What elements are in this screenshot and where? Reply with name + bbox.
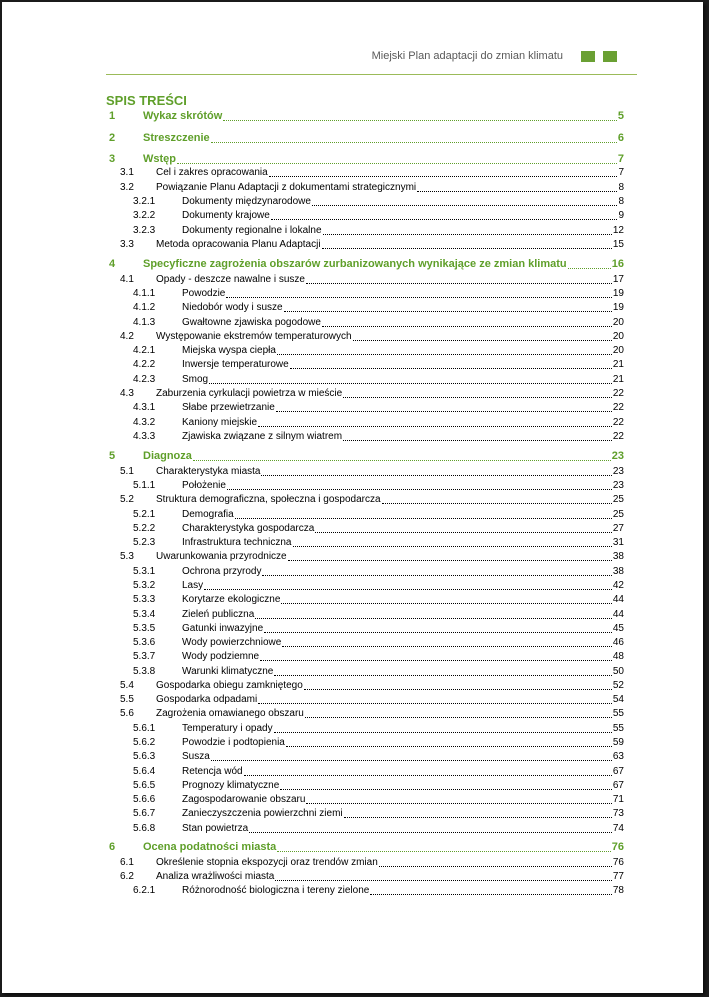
toc-dot-leader	[306, 803, 611, 804]
toc-dot-leader	[227, 489, 612, 490]
toc-entry-number: 4.3.1	[133, 402, 156, 413]
toc-dot-leader	[276, 411, 612, 412]
toc-dot-leader	[343, 397, 612, 398]
toc-entry-title: Charakterystyka gospodarcza	[182, 523, 315, 534]
toc-entry[interactable]	[109, 110, 624, 124]
toc-entry-page: 50	[612, 666, 624, 677]
toc-entry-number: 4.2.3	[133, 374, 156, 385]
toc-dot-leader	[293, 546, 612, 547]
toc-dot-leader	[277, 851, 610, 852]
toc-entry-number: 4.1.3	[133, 317, 156, 328]
toc-entry-title: Wody powierzchniowe	[182, 637, 282, 648]
toc-dot-leader	[281, 603, 611, 604]
toc-entry[interactable]	[109, 450, 624, 464]
toc-entry[interactable]	[120, 182, 624, 195]
toc-dot-leader	[288, 560, 612, 561]
toc-entry-title: Diagnoza	[143, 450, 192, 462]
toc-dot-leader	[417, 191, 617, 192]
toc-entry-page: 74	[612, 823, 624, 834]
toc-entry-page: 21	[612, 359, 624, 370]
toc-entry[interactable]	[133, 737, 624, 750]
toc-entry-number: 5.6.7	[133, 808, 156, 819]
toc-entry-number: 5.2.3	[133, 537, 156, 548]
toc-entry-page: 78	[612, 885, 624, 896]
toc-entry[interactable]	[133, 537, 624, 550]
toc-entry-number: 3.2.3	[133, 225, 156, 236]
toc-entry-number: 4.1.1	[133, 288, 156, 299]
toc-entry-page: 8	[618, 196, 624, 207]
toc-entry-number: 3.2	[120, 182, 134, 193]
toc-entry[interactable]	[133, 431, 624, 444]
toc-entry[interactable]	[133, 666, 624, 679]
toc-entry-page: 48	[612, 651, 624, 662]
toc-entry[interactable]	[133, 359, 624, 372]
toc-entry-title: Różnorodność biologiczna i tereny zielone	[182, 885, 370, 896]
toc-entry-number: 4	[109, 258, 116, 270]
toc-dot-leader	[379, 866, 612, 867]
toc-dot-leader	[282, 646, 612, 647]
toc-entry[interactable]	[133, 609, 624, 622]
toc-entry-title: Kaniony miejskie	[182, 417, 258, 428]
toc-dot-leader	[353, 340, 612, 341]
toc-entry-title: Infrastruktura techniczna	[182, 537, 292, 548]
toc-entry-number: 5.3.1	[133, 566, 156, 577]
toc-entry-page: 6	[617, 132, 624, 144]
toc-entry-number: 5.6.4	[133, 766, 156, 777]
toc-entry-title: Zagospodarowanie obszaru	[182, 794, 306, 805]
toc-entry-title: Niedobór wody i susze	[182, 302, 283, 313]
toc-entry-title: Stan powietrza	[182, 823, 249, 834]
toc-entry[interactable]	[133, 225, 624, 238]
toc-entry[interactable]	[133, 288, 624, 301]
toc-entry[interactable]	[120, 708, 624, 721]
document-page	[2, 2, 703, 993]
toc-entry[interactable]	[120, 680, 624, 693]
toc-entry-title: Cel i zakres opracowania	[156, 167, 268, 178]
toc-entry-title: Charakterystyka miasta	[156, 466, 261, 477]
toc-entry[interactable]	[133, 374, 624, 387]
toc-entry-title: Retencja wód	[182, 766, 243, 777]
toc-entry-number: 5.3.6	[133, 637, 156, 648]
toc-entry-number: 6	[109, 841, 116, 853]
toc-entry-page: 20	[612, 317, 624, 328]
toc-entry-number: 5.6.2	[133, 737, 156, 748]
toc-entry-page: 12	[612, 225, 624, 236]
toc-entry-number: 6.1	[120, 857, 134, 868]
toc-dot-leader	[262, 575, 611, 576]
toc-entry[interactable]	[109, 153, 624, 167]
toc-dot-leader	[274, 732, 612, 733]
toc-entry-page: 7	[617, 153, 624, 165]
toc-entry-title: Dokumenty krajowe	[182, 210, 270, 221]
toc-dot-leader	[277, 354, 612, 355]
toc-entry-number: 5.2.2	[133, 523, 156, 534]
toc-dot-leader	[211, 142, 617, 143]
toc-entry-title: Susza	[182, 751, 210, 762]
toc-entry[interactable]	[133, 523, 624, 536]
toc-entry-title: Inwersje temperaturowe	[182, 359, 289, 370]
toc-dot-leader	[286, 746, 612, 747]
toc-entry[interactable]	[120, 239, 624, 252]
toc-entry-page: 15	[612, 239, 624, 250]
toc-entry-title: Ochrona przyrody	[182, 566, 262, 577]
toc-entry[interactable]	[133, 651, 624, 664]
toc-entry-number: 4.3	[120, 388, 134, 399]
toc-entry-page: 77	[612, 871, 624, 882]
toc-entry-page: 27	[612, 523, 624, 534]
toc-dot-leader	[322, 326, 612, 327]
toc-entry-page: 59	[612, 737, 624, 748]
toc-dot-leader	[211, 760, 612, 761]
toc-entry-number: 5.1.1	[133, 480, 156, 491]
toc-entry-number: 5.3	[120, 551, 134, 562]
toc-entry-number: 5.3.5	[133, 623, 156, 634]
toc-entry-number: 4.2.2	[133, 359, 156, 370]
toc-dot-leader	[275, 880, 612, 881]
toc-entry-title: Zieleń publiczna	[182, 609, 255, 620]
toc-entry-title: Zjawiska związane z silnym wiatrem	[182, 431, 343, 442]
toc-entry-title: Miejska wyspa ciepła	[182, 345, 276, 356]
toc-entry-page: 9	[618, 210, 624, 221]
toc-entry-number: 2	[109, 132, 116, 144]
toc-entry-title: Lasy	[182, 580, 204, 591]
toc-dot-leader	[255, 618, 612, 619]
toc-entry-number: 5	[109, 450, 116, 462]
toc-entry-title: Słabe przewietrzanie	[182, 402, 275, 413]
toc-entry-number: 3.2.1	[133, 196, 156, 207]
toc-entry-title: Zanieczyszczenia powierzchni ziemi	[182, 808, 343, 819]
toc-entry-page: 76	[612, 857, 624, 868]
toc-entry[interactable]	[133, 302, 624, 315]
toc-entry-page: 55	[612, 723, 624, 734]
toc-entry[interactable]	[133, 723, 624, 736]
toc-entry-page: 5	[617, 110, 624, 122]
toc-entry[interactable]	[133, 594, 624, 607]
toc-entry[interactable]	[133, 623, 624, 636]
toc-entry-page: 55	[612, 708, 624, 719]
toc-entry-page: 63	[612, 751, 624, 762]
toc-entry-title: Wody podziemne	[182, 651, 260, 662]
toc-entry-title: Zagrożenia omawianego obszaru	[156, 708, 304, 719]
toc-entry[interactable]	[133, 402, 624, 415]
toc-entry-number: 5.3.2	[133, 580, 156, 591]
toc-entry-page: 52	[612, 680, 624, 691]
toc-entry[interactable]	[133, 808, 624, 821]
toc-entry-page: 45	[612, 623, 624, 634]
toc-entry[interactable]	[133, 780, 624, 793]
toc-entry[interactable]	[133, 885, 624, 898]
toc-entry[interactable]	[120, 388, 624, 401]
toc-entry[interactable]	[133, 417, 624, 430]
toc-dot-leader	[258, 703, 612, 704]
toc-entry-title: Ocena podatności miasta	[143, 841, 277, 853]
toc-dot-leader	[284, 311, 612, 312]
toc-entry-title: Powodzie	[182, 288, 226, 299]
toc-entry-title: Opady - deszcze nawalne i susze	[156, 274, 305, 285]
toc-entry-number: 5.3.3	[133, 594, 156, 605]
toc-entry-number: 4.2	[120, 331, 134, 342]
toc-entry-number: 3.1	[120, 167, 134, 178]
toc-entry-title: Gospodarka odpadami	[156, 694, 258, 705]
toc-dot-leader	[223, 120, 617, 121]
toc-entry-title: Korytarze ekologiczne	[182, 594, 281, 605]
toc-entry-page: 38	[612, 551, 624, 562]
toc-entry-number: 5.6.8	[133, 823, 156, 834]
toc-entry-title: Prognozy klimatyczne	[182, 780, 280, 791]
toc-entry[interactable]	[133, 345, 624, 358]
toc-entry-page: 21	[612, 374, 624, 385]
toc-entry[interactable]	[120, 694, 624, 707]
toc-dot-leader	[323, 234, 612, 235]
toc-entry-number: 5.2	[120, 494, 134, 505]
toc-entry[interactable]	[109, 132, 624, 146]
toc-dot-leader	[290, 368, 612, 369]
toc-entry-number: 1	[109, 110, 116, 122]
toc-entry-number: 5.6.5	[133, 780, 156, 791]
toc-entry-number: 4.1	[120, 274, 134, 285]
toc-entry-title: Streszczenie	[143, 132, 210, 144]
toc-dot-leader	[304, 689, 612, 690]
toc-entry[interactable]	[120, 857, 624, 870]
toc-entry-page: 22	[612, 417, 624, 428]
toc-dot-leader	[258, 426, 612, 427]
toc-entry-title: Analiza wrażliwości miasta	[156, 871, 275, 882]
toc-entry-title: Gospodarka obiegu zamkniętego	[156, 680, 303, 691]
toc-dot-leader	[235, 518, 612, 519]
toc-entry[interactable]	[109, 841, 624, 855]
toc-entry-page: 23	[612, 466, 624, 477]
toc-entry-number: 3.3	[120, 239, 134, 250]
toc-entry-title: Położenie	[182, 480, 226, 491]
toc-entry-title: Określenie stopnia ekspozycji oraz trendów zmian	[156, 857, 378, 868]
toc-dot-leader	[280, 789, 612, 790]
toc-entry-page: 17	[612, 274, 624, 285]
toc-entry-title: Metoda opracowania Planu Adaptacji	[156, 239, 321, 250]
toc-entry-number: 3.2.2	[133, 210, 156, 221]
toc-dot-leader	[249, 832, 612, 833]
toc-entry-title: Dokumenty regionalne i lokalne	[182, 225, 322, 236]
toc-dot-leader	[274, 675, 612, 676]
toc-dot-leader	[193, 460, 611, 461]
toc-entry-title: Smog	[182, 374, 209, 385]
toc-entry-number: 5.1	[120, 466, 134, 477]
toc-entry-page: 67	[612, 780, 624, 791]
toc-entry[interactable]	[120, 167, 624, 180]
toc-entry[interactable]	[120, 274, 624, 287]
toc-entry[interactable]	[133, 751, 624, 764]
toc-entry-title: Gatunki inwazyjne	[182, 623, 264, 634]
toc-entry[interactable]	[120, 551, 624, 564]
toc-entry-page: 42	[612, 580, 624, 591]
toc-entry-page: 44	[612, 609, 624, 620]
toc-entry-number: 5.6.3	[133, 751, 156, 762]
toc-entry[interactable]	[133, 766, 624, 779]
toc-dot-leader	[260, 660, 612, 661]
toc-entry-title: Uwarunkowania przyrodnicze	[156, 551, 287, 562]
toc-entry-number: 4.1.2	[133, 302, 156, 313]
toc-entry[interactable]	[120, 871, 624, 884]
toc-entry-title: Demografia	[182, 509, 234, 520]
toc-entry-page: 22	[612, 388, 624, 399]
toc-entry-page: 38	[612, 566, 624, 577]
toc-entry-title: Dokumenty międzynarodowe	[182, 196, 311, 207]
toc-entry-title: Warunki klimatyczne	[182, 666, 274, 677]
toc-entry-number: 5.6	[120, 708, 134, 719]
toc-entry-page: 67	[612, 766, 624, 777]
toc-entry-number: 4.3.2	[133, 417, 156, 428]
toc-entry-page: 23	[612, 480, 624, 491]
toc-entry-page: 20	[612, 345, 624, 356]
toc-entry[interactable]	[133, 823, 624, 836]
toc-entry-title: Występowanie ekstremów temperaturowych	[156, 331, 352, 342]
toc-entry-page: 23	[611, 450, 624, 462]
toc-entry-number: 5.4	[120, 680, 134, 691]
toc-entry-number: 4.3.3	[133, 431, 156, 442]
toc-entry-page: 31	[612, 537, 624, 548]
toc-entry-title: Powiązanie Planu Adaptacji z dokumentami strategicznymi	[156, 182, 417, 193]
toc-entry-page: 44	[612, 594, 624, 605]
toc-entry-page: 19	[612, 302, 624, 313]
toc-entry[interactable]	[109, 258, 624, 272]
toc-entry[interactable]	[133, 637, 624, 650]
toc-entry[interactable]	[133, 480, 624, 493]
toc-entry-number: 5.5	[120, 694, 134, 705]
toc-entry-page: 73	[612, 808, 624, 819]
toc-entry[interactable]	[133, 580, 624, 593]
toc-dot-leader	[264, 632, 612, 633]
toc-entry[interactable]	[133, 317, 624, 330]
toc-entry[interactable]	[133, 794, 624, 807]
running-header-title: Miejski Plan adaptacji do zmian klimatu	[371, 50, 563, 62]
toc-entry-page: 54	[612, 694, 624, 705]
toc-dot-leader	[322, 248, 612, 249]
toc-dot-leader	[306, 283, 612, 284]
toc-dot-leader	[382, 503, 612, 504]
toc-entry-page: 20	[612, 331, 624, 342]
toc-entry[interactable]	[120, 331, 624, 344]
toc-entry[interactable]	[133, 509, 624, 522]
toc-entry[interactable]	[120, 494, 624, 507]
toc-entry[interactable]	[133, 566, 624, 579]
toc-dot-leader	[343, 440, 612, 441]
toc-entry-title: Zaburzenia cyrkulacji powietrza w mieście	[156, 388, 343, 399]
toc-dot-leader	[315, 532, 612, 533]
toc-dot-leader	[370, 894, 612, 895]
toc-entry-number: 5.3.7	[133, 651, 156, 662]
toc-entry-number: 5.3.4	[133, 609, 156, 620]
toc-entry-page: 22	[612, 431, 624, 442]
toc-dot-leader	[177, 163, 617, 164]
toc-entry-page: 19	[612, 288, 624, 299]
toc-dot-leader	[568, 268, 611, 269]
toc-dot-leader	[209, 383, 612, 384]
toc-heading: SPIS TREŚCI	[106, 93, 187, 108]
toc-entry-page: 25	[612, 509, 624, 520]
toc-entry-page: 22	[612, 402, 624, 413]
toc-entry-number: 3	[109, 153, 116, 165]
toc-dot-leader	[305, 717, 612, 718]
toc-dot-leader	[344, 817, 612, 818]
toc-entry-page: 8	[618, 182, 624, 193]
toc-entry-title: Powodzie i podtopienia	[182, 737, 285, 748]
toc-entry-page: 46	[612, 637, 624, 648]
toc-dot-leader	[312, 205, 617, 206]
toc-entry-number: 4.2.1	[133, 345, 156, 356]
toc-entry-number: 6.2	[120, 871, 134, 882]
toc-dot-leader	[244, 775, 612, 776]
toc-entry-number: 6.2.1	[133, 885, 156, 896]
toc-entry-title: Temperatury i opady	[182, 723, 273, 734]
toc-dot-leader	[226, 297, 612, 298]
toc-entry-page: 7	[618, 167, 624, 178]
toc-entry-page: 76	[611, 841, 624, 853]
toc-dot-leader	[271, 219, 618, 220]
toc-entry-title: Wstęp	[143, 153, 176, 165]
toc-entry-number: 5.6.6	[133, 794, 156, 805]
table-of-contents	[2, 2, 703, 993]
toc-entry-number: 5.3.8	[133, 666, 156, 677]
toc-entry-title: Gwałtowne zjawiska pogodowe	[182, 317, 321, 328]
toc-entry[interactable]	[120, 466, 624, 479]
toc-entry-page: 25	[612, 494, 624, 505]
toc-entry-title: Wykaz skrótów	[143, 110, 223, 122]
toc-entry-title: Specyficzne zagrożenia obszarów zurbanizowanych wynikające ze zmian klimatu	[143, 258, 567, 270]
toc-dot-leader	[261, 475, 611, 476]
toc-entry-number: 5.6.1	[133, 723, 156, 734]
toc-entry[interactable]	[133, 196, 624, 209]
toc-entry-page: 71	[612, 794, 624, 805]
toc-dot-leader	[204, 589, 612, 590]
toc-entry-number: 5.2.1	[133, 509, 156, 520]
toc-entry[interactable]	[133, 210, 624, 223]
toc-entry-title: Struktura demograficzna, społeczna i gospodarcza	[156, 494, 381, 505]
toc-entry-page: 16	[611, 258, 624, 270]
toc-dot-leader	[269, 176, 618, 177]
